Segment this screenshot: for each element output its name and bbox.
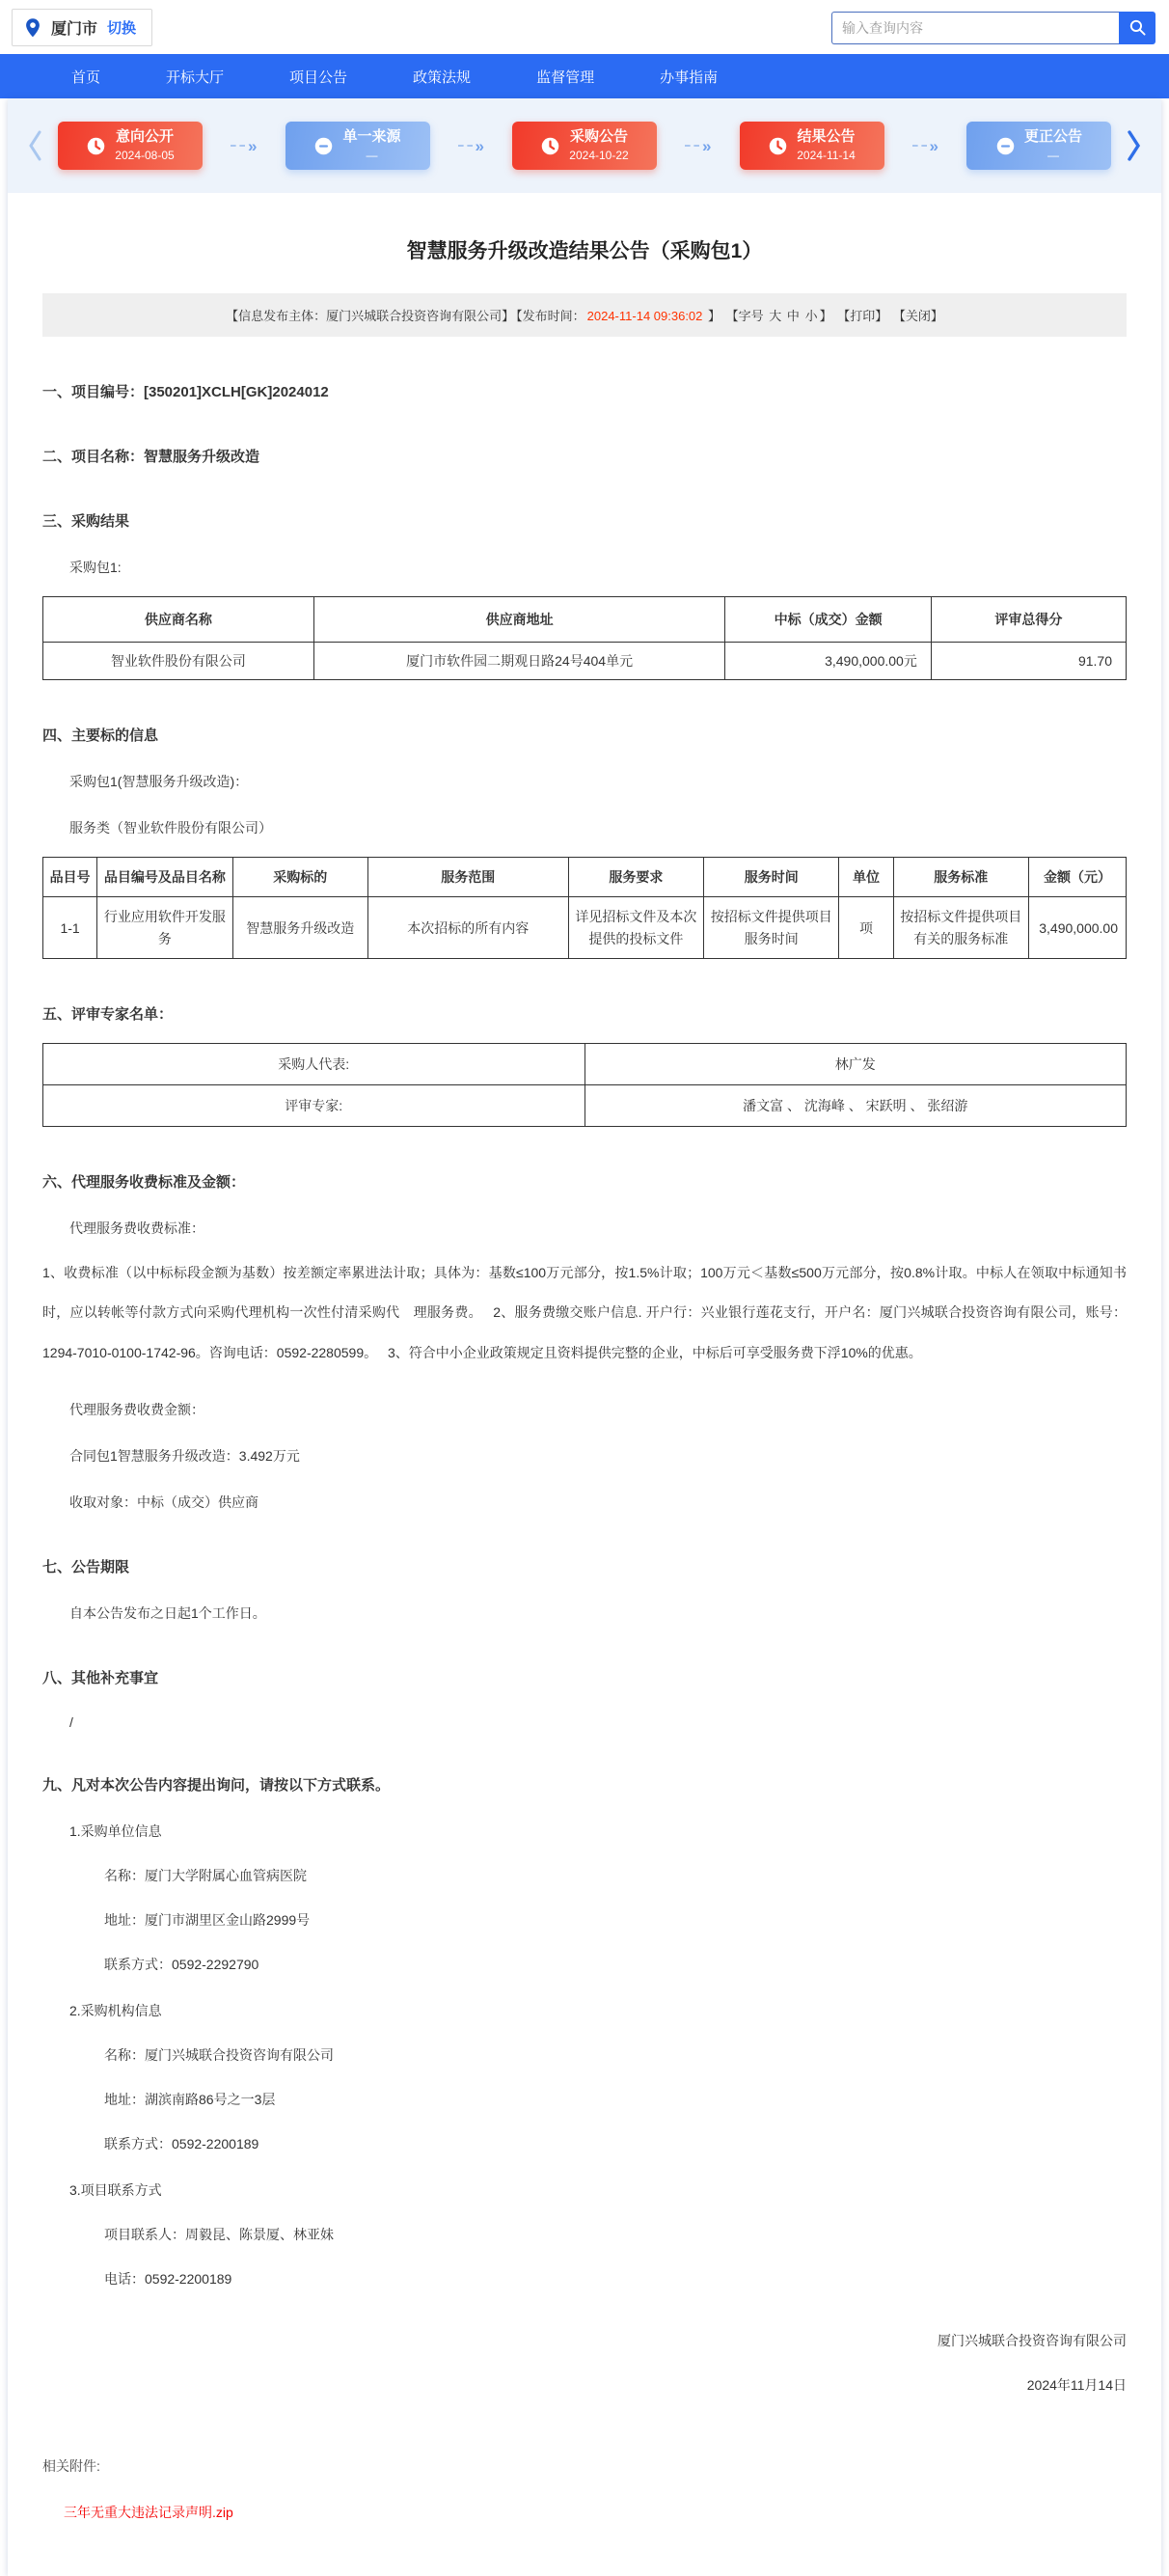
section-project-name: 二、项目名称：智慧服务升级改造 xyxy=(42,449,260,465)
column-header: 供应商地址 xyxy=(313,597,725,643)
supplier-name-cell: 智业软件股份有限公司 xyxy=(43,643,314,680)
stepper-next-chevron-icon[interactable] xyxy=(1121,126,1148,165)
column-header: 服务时间 xyxy=(704,858,839,897)
purchaser-rep-label-cell: 采购人代表: xyxy=(43,1044,585,1085)
step-date: 2024-11-14 xyxy=(797,148,856,162)
section-subject-info-title: 四、主要标的信息 xyxy=(42,727,159,744)
contact-line: 名称：厦门兴城联合投资咨询有限公司 xyxy=(104,2047,334,2064)
announcement-period-body: 自本公告发布之日起1个工作日。 xyxy=(69,1605,266,1622)
step-label: 更正公告 xyxy=(1023,128,1082,146)
service-scope-cell: 本次招标的所有内容 xyxy=(367,897,568,959)
step-result-announcement[interactable] xyxy=(740,122,884,170)
amount-cell: 3,490,000.00 xyxy=(1028,897,1126,959)
contact-line: 项目联系人：周毅昆、陈景厦、林亚妹 xyxy=(104,2227,334,2243)
column-header: 品目号 xyxy=(43,858,97,897)
publish-time-suffix: 】 xyxy=(704,309,721,323)
section-experts-title: 五、评审专家名单： xyxy=(42,1006,174,1024)
contact-group-title: 3.项目联系方式 xyxy=(69,2182,162,2199)
contact-group-title: 2.采购机构信息 xyxy=(69,2003,162,2019)
search-button[interactable] xyxy=(1119,12,1155,44)
award-amount-cell: 3,490,000.00元 xyxy=(725,643,931,680)
font-size-small-button[interactable]: 小 xyxy=(804,309,818,323)
nav-item-bid-hall[interactable]: 开标大厅 xyxy=(166,69,225,86)
table-row xyxy=(43,643,1127,680)
experts-value-cell: 潘文富 、 沈海峰 、 宋跃明 、 张绍游 xyxy=(584,1085,1127,1127)
close-button[interactable]: 【关闭】 xyxy=(892,309,943,323)
stepper-arrow-icon: » xyxy=(454,138,488,154)
column-header: 服务标准 xyxy=(893,858,1028,897)
table-header-row xyxy=(43,858,1127,897)
search-bar xyxy=(831,12,1155,44)
nav-item-policies[interactable]: 政策法规 xyxy=(413,69,472,86)
column-header: 评审总得分 xyxy=(931,597,1126,643)
stepper-prev-chevron-icon[interactable] xyxy=(21,126,48,165)
package-label: 采购包1: xyxy=(69,560,122,575)
fee-standard-label: 代理服务费收费标准： xyxy=(69,1220,204,1237)
stepper-arrow-icon: » xyxy=(909,138,942,154)
section-agency-fee-title: 六、代理服务收费标准及金额： xyxy=(42,1174,246,1192)
service-standard-cell: 按招标文件提供项目有关的服务标准 xyxy=(893,897,1028,959)
main-nav xyxy=(0,54,1169,98)
review-score-cell: 91.70 xyxy=(931,643,1126,680)
column-header: 单位 xyxy=(839,858,893,897)
step-intent-disclosure[interactable] xyxy=(58,122,203,170)
nav-item-supervision[interactable]: 监督管理 xyxy=(536,69,595,86)
fee-standard-paragraph: 1、收费标准（以中标标段金额为基数）按差额定率累进法计取；具体为：基数≤100万元部分，按1.5%计取；100万元＜基数≤500万元部分，按0.8%计取。中标人在领取中标通知书时，应以转帐等付款方式向采购代理机构一次性付清采购代 理服务费。 2、服务费缴交账户信息. 开户行：兴业银行莲花支行，开户名：厦门兴城联合投资咨询有限公司，账号：1294-7010-0100-1742-96。咨询电话：0592-2280599。 3、符合中小企业政策规定且资料提供完整的企业，中标后可享受服务费下浮10%的优惠。 xyxy=(42,1265,1127,1360)
step-single-source[interactable] xyxy=(285,122,430,170)
step-procurement-announcement[interactable] xyxy=(512,122,657,170)
contact-line: 名称：厦门大学附属心血管病医院 xyxy=(104,1868,307,1884)
nav-item-service-guide[interactable]: 办事指南 xyxy=(660,69,719,86)
column-header: 供应商名称 xyxy=(43,597,314,643)
column-header: 中标（成交）金额 xyxy=(725,597,931,643)
signature-date: 2024年11月14日 xyxy=(1026,2377,1127,2394)
step-date: 2024-08-05 xyxy=(115,148,175,162)
service-time-cell: 按招标文件提供项目服务时间 xyxy=(704,897,839,959)
location-selector xyxy=(12,9,152,46)
contact-group-title: 1.采购单位信息 xyxy=(69,1823,162,1840)
table-row xyxy=(43,1044,1127,1085)
attachment-file-link[interactable]: 三年无重大违法记录声明.zip xyxy=(64,2505,233,2521)
subject-category-line: 服务类（智业软件股份有限公司） xyxy=(69,820,272,836)
step-label: 结果公告 xyxy=(797,128,856,146)
stepper-arrow-icon: » xyxy=(681,138,715,154)
step-date: — xyxy=(366,148,378,162)
section-other-matters-title: 八、其他补充事宜 xyxy=(42,1670,159,1687)
page-card xyxy=(8,98,1161,2576)
nav-item-home[interactable]: 首页 xyxy=(71,69,101,86)
review-experts-table xyxy=(42,1043,1127,1127)
contact-line: 地址：湖滨南路86号之一3层 xyxy=(104,2092,276,2108)
search-input[interactable] xyxy=(831,12,1119,44)
table-row xyxy=(43,897,1127,959)
publish-time: 2024-11-14 09:36:02 xyxy=(586,309,703,323)
contact-line: 联系方式：0592-2200189 xyxy=(104,2136,259,2152)
fee-amount-line: 合同包1智慧服务升级改造：3.492万元 xyxy=(69,1448,300,1465)
clock-icon xyxy=(86,136,106,156)
contact-line: 联系方式：0592-2292790 xyxy=(104,1957,259,1973)
column-header: 服务范围 xyxy=(367,858,568,897)
font-size-large-button[interactable]: 大 xyxy=(769,309,782,323)
print-button[interactable]: 【打印】 xyxy=(837,309,888,323)
minus-icon xyxy=(995,136,1016,156)
current-city-label: 厦门市 xyxy=(51,21,98,38)
minus-icon xyxy=(313,136,334,156)
clock-icon xyxy=(540,136,560,156)
procurement-result-table xyxy=(42,596,1127,680)
subject-package-line: 采购包1(智慧服务升级改造)： xyxy=(69,774,249,789)
purchaser-rep-value-cell: 林广发 xyxy=(584,1044,1127,1085)
column-header: 金额（元） xyxy=(1028,858,1126,897)
font-size-suffix: 】 xyxy=(819,309,832,323)
step-date: 2024-10-22 xyxy=(569,148,629,162)
stepper-arrow-icon: » xyxy=(227,138,260,154)
service-requirement-cell: 详见招标文件及本次提供的投标文件 xyxy=(568,897,703,959)
column-header: 采购标的 xyxy=(232,858,367,897)
signature-org: 厦门兴城联合投资咨询有限公司 xyxy=(938,2333,1127,2349)
step-label: 单一来源 xyxy=(342,128,401,146)
step-label: 采购公告 xyxy=(569,128,628,146)
step-date: — xyxy=(1047,148,1059,162)
announcement-article xyxy=(8,193,1161,2576)
contact-line: 电话：0592-2200189 xyxy=(104,2271,232,2288)
signature-block xyxy=(42,2331,1127,2395)
unit-cell: 项 xyxy=(839,897,893,959)
top-bar xyxy=(0,0,1169,54)
location-pin-icon xyxy=(24,17,41,39)
font-size-medium-button[interactable]: 中 xyxy=(786,309,800,323)
table-header-row xyxy=(43,597,1127,643)
other-matters-body: / xyxy=(69,1714,73,1731)
meta-bar xyxy=(42,293,1127,337)
column-header: 品目编号及品目名称 xyxy=(97,858,232,897)
clock-icon xyxy=(768,136,788,156)
experts-label-cell: 评审专家: xyxy=(43,1085,585,1127)
section-project-number: 一、项目编号：[350201]XCLH[GK]2024012 xyxy=(42,384,329,400)
step-label: 意向公开 xyxy=(115,128,174,146)
search-icon xyxy=(1128,18,1147,37)
section-procurement-result-title: 三、采购结果 xyxy=(42,513,130,530)
fee-amount-label: 代理服务费收费金额： xyxy=(69,1402,204,1418)
publish-time-prefix: 【发布时间： xyxy=(516,309,585,323)
fee-payer-line: 收取对象：中标（成交）供应商 xyxy=(69,1494,258,1511)
stepper-steps xyxy=(48,122,1121,170)
supplier-address-cell: 厦门市软件园二期观日路24号404单元 xyxy=(313,643,725,680)
item-name-cell: 行业应用软件开发服务 xyxy=(97,897,232,959)
switch-city-link[interactable]: 切换 xyxy=(107,20,137,37)
column-header: 服务要求 xyxy=(568,858,703,897)
publisher-label: 【信息发布主体：厦门兴城联合投资咨询有限公司】 xyxy=(226,309,515,323)
announcement-stage-stepper xyxy=(8,98,1161,193)
page-title: 智慧服务升级改造结果公告（采购包1） xyxy=(406,240,763,262)
procurement-subject-cell: 智慧服务升级改造 xyxy=(232,897,367,959)
font-size-label: 【字号 xyxy=(725,309,764,323)
nav-item-project-announcements[interactable]: 项目公告 xyxy=(289,69,348,86)
table-row xyxy=(43,1085,1127,1127)
attachments-label: 相关附件: xyxy=(42,2458,100,2475)
contact-line: 地址：厦门市湖里区金山路2999号 xyxy=(104,1912,311,1929)
section-announcement-period-title: 七、公告期限 xyxy=(42,1559,130,1576)
step-correction-announcement[interactable] xyxy=(966,122,1111,170)
subject-detail-table xyxy=(42,857,1127,959)
section-contact-title: 九、凡对本次公告内容提出询问，请按以下方式联系。 xyxy=(42,1777,391,1795)
item-no-cell: 1-1 xyxy=(43,897,97,959)
